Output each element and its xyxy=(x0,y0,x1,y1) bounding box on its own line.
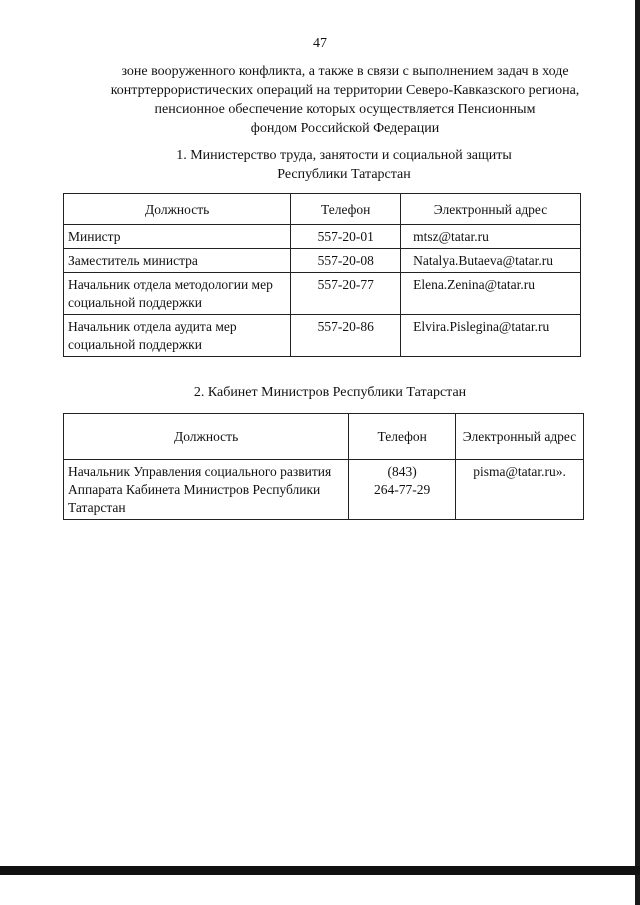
email-cell: Natalya.Butaeva@tatar.ru xyxy=(401,249,581,273)
column-header-phone: Телефон xyxy=(349,414,456,460)
phone-cell: 557-20-77 xyxy=(291,273,401,315)
table-header-row xyxy=(64,414,584,460)
position-cell: Министр xyxy=(64,225,291,249)
phone-cell: 557-20-01 xyxy=(291,225,401,249)
column-header-position: Должность xyxy=(64,194,291,225)
column-header-email: Электронный адрес xyxy=(456,414,584,460)
phone-cell xyxy=(349,460,456,520)
page-number: 47 xyxy=(313,36,327,51)
scan-bottom-bar xyxy=(0,866,640,875)
section-1-heading-line: Республики Татарстан xyxy=(277,167,411,182)
scan-edge xyxy=(635,0,640,905)
section-1-heading xyxy=(84,146,604,184)
table-row xyxy=(64,225,581,249)
section-1-heading-line: 1. Министерство труда, занятости и социальной защиты xyxy=(176,148,512,163)
phone-cell: 557-20-08 xyxy=(291,249,401,273)
email-cell: mtsz@tatar.ru xyxy=(401,225,581,249)
position-cell: Начальник отдела методологии мер социальной поддержки xyxy=(64,273,291,315)
intro-line: контртеррористических операций на территории Северо-Кавказского региона, xyxy=(110,83,580,98)
phone-cell: 557-20-86 xyxy=(291,315,401,357)
position-cell: Заместитель министра xyxy=(64,249,291,273)
cabinet-contacts-table xyxy=(63,413,584,520)
email-cell: Elvira.Pislegina@tatar.ru xyxy=(401,315,581,357)
column-header-email: Электронный адрес xyxy=(401,194,581,225)
table-row xyxy=(64,249,581,273)
email-cell: pisma@tatar.ru». xyxy=(456,460,584,520)
intro-paragraph xyxy=(80,62,610,138)
section-2-heading xyxy=(70,383,590,402)
position-cell: Начальник Управления социального развития Аппарата Кабинета Министров Республики Татарстан xyxy=(64,460,349,520)
column-header-phone: Телефон xyxy=(291,194,401,225)
intro-line: пенсионное обеспечение которых осуществляется Пенсионным xyxy=(154,102,536,117)
table-row xyxy=(64,273,581,315)
table-row xyxy=(64,315,581,357)
intro-line: фондом Российской Федерации xyxy=(250,121,440,136)
table-header-row xyxy=(64,194,581,225)
phone-number: 264-77-29 xyxy=(374,482,431,497)
column-header-position: Должность xyxy=(64,414,349,460)
table-row xyxy=(64,460,584,520)
intro-line: зоне вооруженного конфликта, а также в связи с выполнением задач в ходе xyxy=(121,64,569,79)
phone-code: (843) xyxy=(387,464,417,479)
position-cell: Начальник отдела аудита мер социальной поддержки xyxy=(64,315,291,357)
section-2-heading-line: 2. Кабинет Министров Республики Татарстан xyxy=(193,385,467,400)
ministry-contacts-table xyxy=(63,193,581,357)
email-cell: Elena.Zenina@tatar.ru xyxy=(401,273,581,315)
